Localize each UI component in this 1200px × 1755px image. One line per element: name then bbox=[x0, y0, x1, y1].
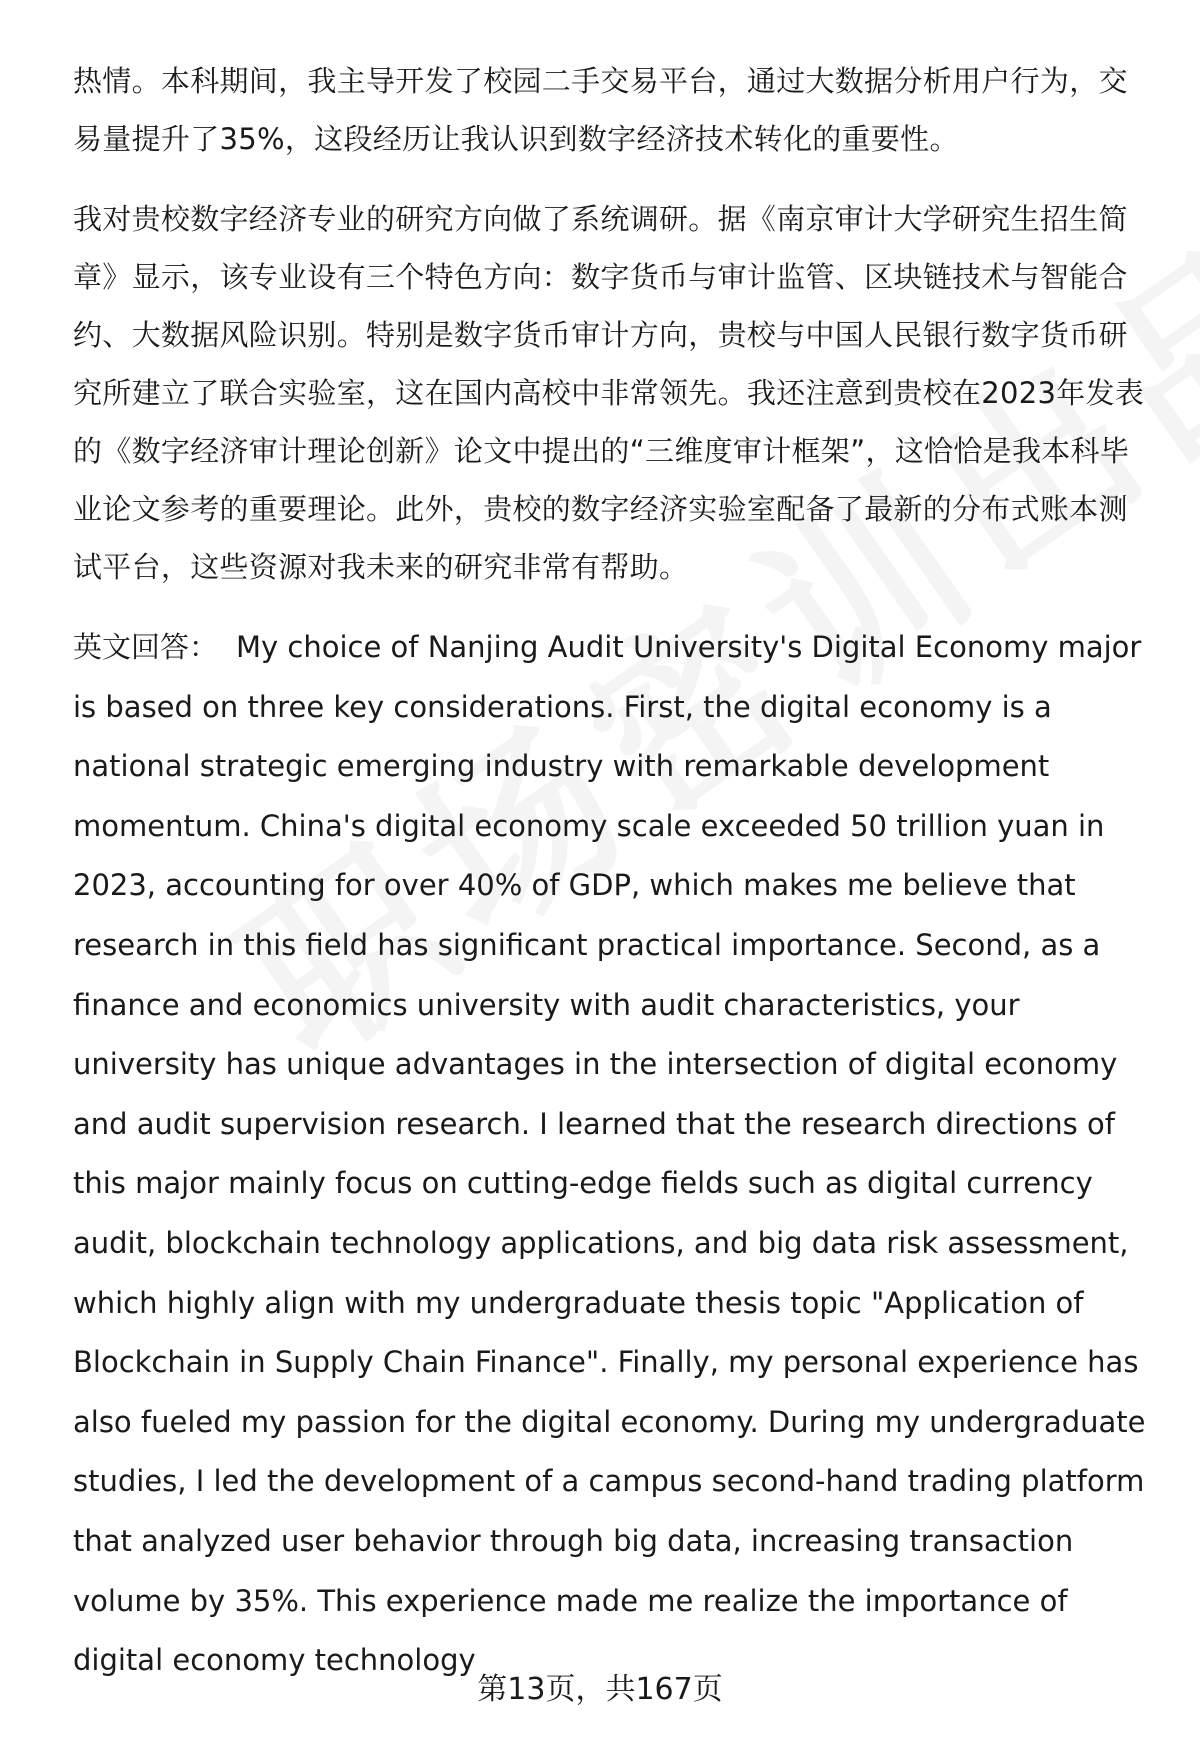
english-answer-label: 英文回答： bbox=[73, 630, 219, 664]
paragraph-1: 热情。本科期间，我主导开发了校园二手交易平台，通过大数据分析用户行为，交易量提升了35%，这段经历让我认识到数字经济技术转化的重要性。 bbox=[73, 64, 1128, 156]
english-answer-paragraph bbox=[73, 618, 1153, 1691]
english-answer-text: My choice of Nanjing Audit University's Digital Economy major is based on three key considerations. First, the digital economy is a national strategic emerging industry with remarkable development momentum. China's digital economy scale exceeded 50 trillion yuan in 2023, accounting for over 40% of GDP, which makes me believe that research in this field has significant practical importance. Second, as a finance and economics university with audit characteristics, your university has unique advantages in the intersection of digital economy and audit supervision research. I learned that the research directions of this major mainly focus on cutting-edge fields such as digital currency audit, blockchain technology applications, and big data risk assessment, which highly align with my undergraduate thesis topic "Application of Blockchain in Supply Chain Finance". Finally, my personal experience has also fueled my passion for the digital economy. During my undergraduate studies, I led the development of a campus second-hand trading platform that analyzed user behavior through big data, increasing transaction volume by 35%. This experience made me realize the importance of digital economy technology bbox=[73, 630, 1146, 1678]
paragraph-2: 我对贵校数字经济专业的研究方向做了系统调研。据《南京审计大学研究生招生简章》显示，该专业设有三个特色方向：数字货币与审计监管、区块链技术与智能合约、大数据风险识别。特别是数字货币审计方向，贵校与中国人民银行数字货币研究所建立了联合实验室，这在国内高校中非常领先。我还注意到贵校在2023年发表的《数字经济审计理论创新》论文中提出的“三维度审计框架”，这恰恰是我本科毕业论文参考的重要理论。此外，贵校的数字经济实验室配备了最新的分布式账本测试平台，这些资源对我未来的研究非常有帮助。 bbox=[73, 202, 1145, 584]
document-body bbox=[73, 52, 1153, 1691]
page-number: 第13页，共167页 bbox=[477, 1672, 723, 1707]
